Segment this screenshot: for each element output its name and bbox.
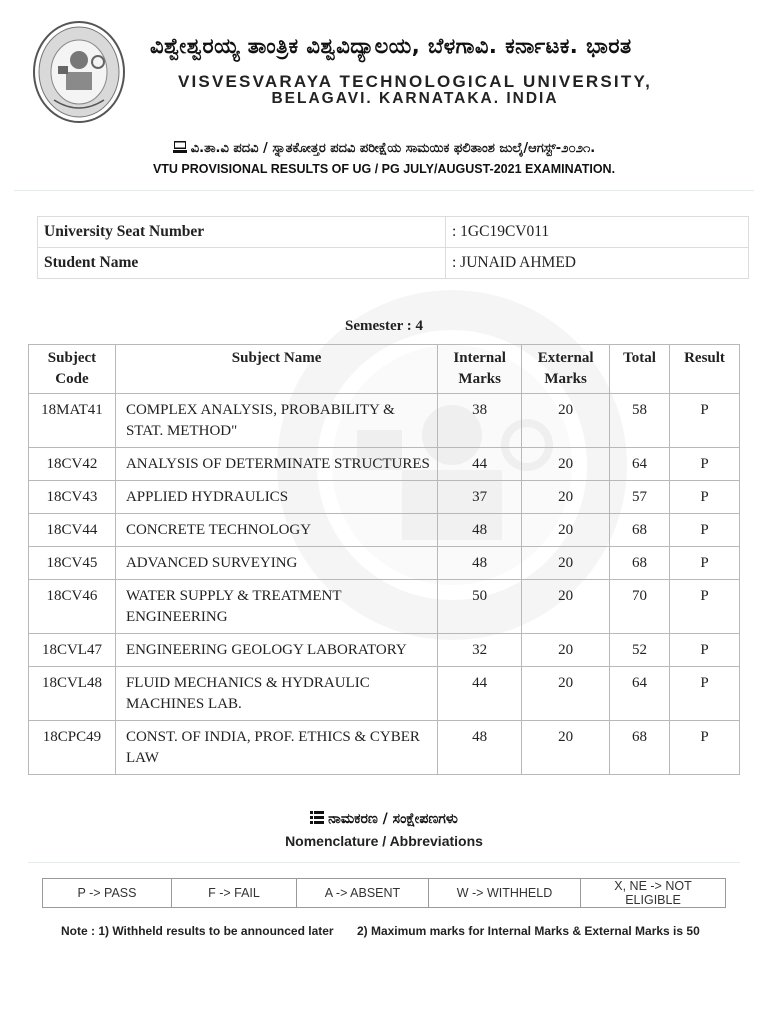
external-marks: 20 — [522, 721, 610, 775]
external-marks: 20 — [522, 634, 610, 667]
subject-name: CONST. OF INDIA, PROF. ETHICS & CYBER LAW — [115, 721, 437, 775]
external-marks: 20 — [522, 394, 610, 448]
subject-name: FLUID MECHANICS & HYDRAULIC MACHINES LAB. — [115, 667, 437, 721]
table-row — [29, 514, 740, 547]
result: P — [670, 547, 740, 580]
external-marks: 20 — [522, 514, 610, 547]
university-logo — [32, 20, 126, 124]
list-icon — [310, 811, 324, 824]
subject-code: 18CV46 — [29, 580, 116, 634]
external-marks: 20 — [522, 667, 610, 721]
subject-name: ADVANCED SURVEYING — [115, 547, 437, 580]
total-marks: 70 — [610, 580, 670, 634]
total-marks: 64 — [610, 448, 670, 481]
total-marks: 52 — [610, 634, 670, 667]
student-info-table — [37, 216, 749, 279]
note-max-marks: 2) Maximum marks for Internal Marks & External Marks is 50 — [356, 924, 700, 938]
nomenclature-kannada-text: ನಾಮಕರಣ / ಸಂಕ್ಷೇಪಣಗಳು — [328, 811, 458, 827]
subject-name: APPLIED HYDRAULICS — [115, 481, 437, 514]
result: P — [670, 394, 740, 448]
usn-label: University Seat Number — [38, 217, 446, 248]
result: P — [670, 667, 740, 721]
header-subject-code: Subject Code — [29, 345, 116, 394]
university-name-kannada: ವಿಶ್ವೇಶ್ವರಯ್ಯ ತಾಂತ್ರಿಕ ವಿಶ್ವವಿದ್ಯಾಲಯ, ಬೆಳಗಾವಿ. ಕರ್ನಾಟಕ. ಭಾರತ — [150, 34, 632, 58]
usn-row — [38, 217, 749, 248]
table-row — [29, 547, 740, 580]
subtitle-kannada-text: ವಿ.ತಾ.ವಿ ಪದವಿ / ಸ್ನಾತಕೋತ್ತರ ಪದವಿ ಪರೀಕ್ಷೆಯ ಸಾಮಯಿಕ ಫಲಿತಾಂಶ ಜುಲೈ/ಆಗಸ್ಟ್-೨೦೨೧. — [190, 141, 596, 156]
abbr-absent: A -> ABSENT — [297, 879, 429, 908]
table-row — [29, 721, 740, 775]
header-internal-marks: Internal Marks — [438, 345, 522, 394]
internal-marks: 32 — [438, 634, 522, 667]
internal-marks: 44 — [438, 448, 522, 481]
abbreviations-row — [43, 879, 726, 908]
usn-value: : 1GC19CV011 — [446, 217, 749, 248]
abbr-not-eligible: X, NE -> NOT ELIGIBLE — [581, 879, 726, 908]
header-result: Result — [670, 345, 740, 394]
subject-code: 18MAT41 — [29, 394, 116, 448]
footer-note — [61, 924, 761, 938]
table-row — [29, 580, 740, 634]
internal-marks: 48 — [438, 721, 522, 775]
total-marks: 58 — [610, 394, 670, 448]
student-name-row — [38, 248, 749, 279]
external-marks: 20 — [522, 481, 610, 514]
result: P — [670, 721, 740, 775]
header-external-marks: External Marks — [522, 345, 610, 394]
external-marks: 20 — [522, 580, 610, 634]
table-row — [29, 481, 740, 514]
result: P — [670, 580, 740, 634]
marks-header-row — [29, 345, 740, 394]
external-marks: 20 — [522, 448, 610, 481]
internal-marks: 48 — [438, 547, 522, 580]
student-name-label: Student Name — [38, 248, 446, 279]
total-marks: 64 — [610, 667, 670, 721]
student-name-value: : JUNAID AHMED — [446, 248, 749, 279]
subject-code: 18CV44 — [29, 514, 116, 547]
total-marks: 57 — [610, 481, 670, 514]
subject-name: CONCRETE TECHNOLOGY — [115, 514, 437, 547]
semester-heading: Semester : 4 — [344, 318, 424, 334]
total-marks: 68 — [610, 547, 670, 580]
table-row — [29, 634, 740, 667]
subject-name: COMPLEX ANALYSIS, PROBABILITY & STAT. METHOD" — [115, 394, 437, 448]
internal-marks: 37 — [438, 481, 522, 514]
total-marks: 68 — [610, 514, 670, 547]
abbr-withheld: W -> WITHHELD — [429, 879, 581, 908]
laptop-icon — [173, 141, 187, 153]
subject-name: ENGINEERING GEOLOGY LABORATORY — [115, 634, 437, 667]
result: P — [670, 481, 740, 514]
nomenclature-heading-english: Nomenclature / Abbreviations — [285, 833, 483, 849]
nomenclature-heading-kannada — [0, 811, 768, 827]
subject-code: 18CPC49 — [29, 721, 116, 775]
abbreviations-table — [42, 878, 726, 908]
results-subtitle-kannada — [0, 141, 768, 156]
internal-marks: 44 — [438, 667, 522, 721]
result: P — [670, 634, 740, 667]
marks-table — [28, 344, 740, 775]
subject-code: 18CV45 — [29, 547, 116, 580]
table-row — [29, 448, 740, 481]
nomenclature-divider — [28, 862, 740, 863]
header-total: Total — [610, 345, 670, 394]
abbr-pass: P -> PASS — [43, 879, 172, 908]
subject-code: 18CVL48 — [29, 667, 116, 721]
internal-marks: 48 — [438, 514, 522, 547]
subject-code: 18CVL47 — [29, 634, 116, 667]
university-location: BELAGAVI. KARNATAKA. INDIA — [271, 90, 559, 107]
result: P — [670, 514, 740, 547]
abbr-fail: F -> FAIL — [172, 879, 297, 908]
subject-name: ANALYSIS OF DETERMINATE STRUCTURES — [115, 448, 437, 481]
internal-marks: 50 — [438, 580, 522, 634]
subject-code: 18CV42 — [29, 448, 116, 481]
subject-name: WATER SUPPLY & TREATMENT ENGINEERING — [115, 580, 437, 634]
table-row — [29, 667, 740, 721]
result: P — [670, 448, 740, 481]
table-row — [29, 394, 740, 448]
external-marks: 20 — [522, 547, 610, 580]
results-subtitle-english: VTU PROVISIONAL RESULTS OF UG / PG JULY/AUGUST-2021 EXAMINATION. — [152, 162, 616, 176]
total-marks: 68 — [610, 721, 670, 775]
university-name-english: VISVESVARAYA TECHNOLOGICAL UNIVERSITY, — [177, 72, 653, 91]
internal-marks: 38 — [438, 394, 522, 448]
header-divider — [14, 190, 754, 191]
subject-code: 18CV43 — [29, 481, 116, 514]
note-withheld: Note : 1) Withheld results to be announced later — [61, 924, 334, 938]
header-subject-name: Subject Name — [115, 345, 437, 394]
